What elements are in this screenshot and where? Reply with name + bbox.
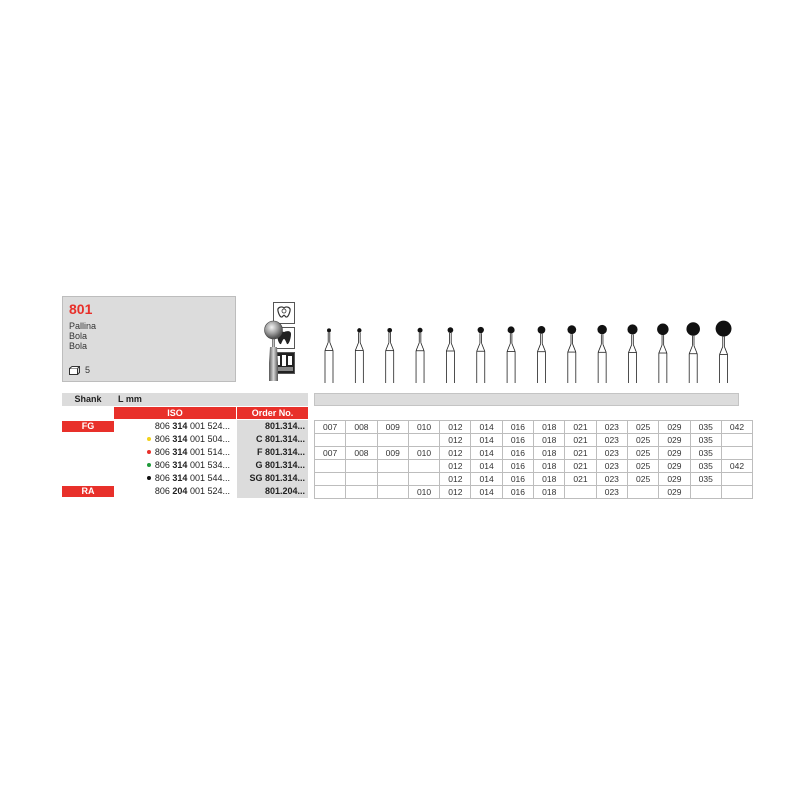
size-cell: 016 (502, 447, 533, 460)
order-number: G 801.314... (237, 459, 308, 472)
size-cell: 016 (502, 473, 533, 486)
size-cell: 014 (471, 434, 502, 447)
size-row (315, 473, 753, 486)
iso-header: ISO (114, 407, 236, 419)
bur-outline (568, 344, 571, 352)
bur-drawing (627, 324, 637, 383)
size-cell: 029 (659, 486, 690, 499)
bur-outline (633, 345, 636, 353)
bur-line-drawings (325, 321, 732, 383)
size-cell: 035 (690, 421, 721, 434)
pack-info (69, 365, 90, 375)
bur-head (627, 324, 637, 334)
size-cell: 018 (534, 447, 565, 460)
iso-part-c: 001 514... (189, 447, 230, 457)
size-cell (377, 486, 408, 499)
bur-outline (598, 344, 601, 352)
bur-outline (664, 345, 667, 353)
size-cell (721, 473, 752, 486)
product-number: 801 (69, 301, 93, 317)
bur-outline (451, 343, 454, 351)
bur-illustrations (258, 305, 748, 387)
bur-outline (720, 347, 723, 355)
iso-part-a: 806 (154, 473, 170, 483)
size-cell: 035 (690, 434, 721, 447)
size-cell: 035 (690, 447, 721, 460)
size-row (315, 486, 753, 499)
size-cell: 014 (471, 460, 502, 473)
bur-drawing (686, 322, 700, 383)
size-cell: 012 (440, 434, 471, 447)
bur-outline (386, 343, 389, 351)
size-cell: 021 (565, 460, 596, 473)
bur-drawing (416, 328, 424, 383)
size-cell: 016 (502, 460, 533, 473)
size-cell (408, 460, 439, 473)
size-cell (315, 486, 346, 499)
size-cell: 012 (440, 460, 471, 473)
size-cell (315, 473, 346, 486)
size-cell: 012 (440, 447, 471, 460)
size-cell (408, 434, 439, 447)
bur-head (478, 327, 484, 333)
size-cell: 029 (659, 460, 690, 473)
iso-code (114, 459, 236, 472)
iso-code (114, 485, 236, 498)
bur-head (418, 328, 423, 333)
table-row (114, 472, 308, 485)
shank-tag-fg: FG (62, 421, 114, 432)
bur-outline (325, 342, 328, 350)
size-cell: 016 (502, 434, 533, 447)
size-cell (377, 434, 408, 447)
iso-part-b: 314 (172, 421, 188, 431)
size-cell: 014 (471, 486, 502, 499)
size-cell (346, 473, 377, 486)
size-row (315, 447, 753, 460)
bur-drawing (446, 327, 454, 383)
bur-outline (537, 344, 540, 352)
size-cell: 009 (377, 447, 408, 460)
iso-part-a: 806 (154, 421, 170, 431)
size-cell (315, 434, 346, 447)
grit-dot-icon (147, 450, 151, 454)
bur-outline (482, 343, 485, 351)
bur-drawing (567, 325, 576, 383)
bur-drawing (355, 328, 363, 383)
order-number: C 801.314... (237, 433, 308, 446)
table-row (114, 459, 308, 472)
bur-drawing (477, 327, 485, 383)
size-row (315, 460, 753, 473)
table-row (114, 433, 308, 446)
iso-code (114, 446, 236, 459)
order-number: SG 801.314... (237, 472, 308, 485)
iso-part-a: 806 (154, 460, 170, 470)
iso-part-b: 314 (172, 460, 188, 470)
bur-drawing (716, 321, 732, 383)
size-cell: 010 (408, 447, 439, 460)
bur-drawing (325, 328, 333, 383)
size-cell: 025 (627, 447, 658, 460)
size-cell: 042 (721, 421, 752, 434)
size-cell: 007 (315, 421, 346, 434)
length-header: L mm (114, 393, 308, 406)
size-cell: 016 (502, 421, 533, 434)
size-cell: 025 (627, 473, 658, 486)
iso-code (114, 472, 236, 485)
size-cell (408, 473, 439, 486)
bur-outline (507, 343, 510, 351)
size-cell: 014 (471, 447, 502, 460)
bur-head (597, 325, 606, 334)
bur-outline (542, 344, 545, 352)
size-cell: 008 (346, 421, 377, 434)
product-name-it: Pallina (69, 321, 97, 331)
iso-code (114, 420, 236, 433)
size-cell: 025 (627, 434, 658, 447)
size-cell: 035 (690, 460, 721, 473)
size-cell: 010 (408, 486, 439, 499)
size-cell (315, 460, 346, 473)
size-cell (377, 473, 408, 486)
bur-outline (629, 345, 632, 353)
size-cell: 023 (596, 460, 627, 473)
order-number: 801.314... (237, 420, 308, 433)
size-cell: 042 (721, 460, 752, 473)
size-cell: 018 (534, 486, 565, 499)
size-cell: 008 (346, 447, 377, 460)
size-cell: 007 (315, 447, 346, 460)
bur-outline (689, 346, 692, 354)
size-cell: 029 (659, 434, 690, 447)
shank-tag-ra: RA (62, 486, 114, 497)
size-row (315, 421, 753, 434)
size-cell (346, 434, 377, 447)
iso-part-b: 314 (172, 473, 188, 483)
size-cell: 025 (627, 460, 658, 473)
bur-head (327, 328, 331, 332)
table-row (114, 485, 308, 498)
order-number: F 801.314... (237, 446, 308, 459)
bur-outline (416, 343, 419, 351)
size-cell: 018 (534, 434, 565, 447)
bur-drawing (537, 326, 545, 383)
size-cell (565, 486, 596, 499)
size-cell: 021 (565, 447, 596, 460)
size-cell (721, 486, 752, 499)
iso-part-a: 806 (154, 434, 170, 444)
table-row (114, 420, 308, 433)
bur-outline (724, 347, 727, 355)
size-cell: 018 (534, 460, 565, 473)
size-cell: 021 (565, 421, 596, 434)
iso-part-a: 806 (154, 447, 170, 457)
size-cell: 035 (690, 473, 721, 486)
size-cell: 023 (596, 434, 627, 447)
bur-head (357, 328, 361, 332)
size-cell (721, 434, 752, 447)
bur-drawing (507, 326, 515, 383)
order-number: 801.204... (237, 485, 308, 498)
size-cell: 009 (377, 421, 408, 434)
size-cell: 012 (440, 486, 471, 499)
size-cell: 010 (408, 421, 439, 434)
size-cell (346, 486, 377, 499)
size-cell: 023 (596, 447, 627, 460)
bur-drawing (657, 324, 668, 383)
size-cell: 023 (596, 421, 627, 434)
bur-head (508, 326, 515, 333)
size-cell: 012 (440, 473, 471, 486)
size-cell: 023 (596, 486, 627, 499)
size-cell: 012 (440, 421, 471, 434)
bur-head (387, 328, 392, 333)
bur-outline (573, 344, 576, 352)
photo-bur (265, 321, 283, 381)
size-grid (314, 420, 753, 499)
package-icon (69, 366, 80, 375)
product-name-pt: Bola (69, 341, 88, 351)
iso-part-c: 001 504... (189, 434, 230, 444)
bur-outline (391, 343, 394, 351)
iso-code (114, 433, 236, 446)
size-cell: 021 (565, 473, 596, 486)
size-cell (346, 460, 377, 473)
product-header-box (62, 296, 236, 382)
size-cell (377, 460, 408, 473)
iso-part-b: 314 (172, 447, 188, 457)
length-band (314, 393, 739, 406)
size-cell: 023 (596, 473, 627, 486)
shank-header: Shank (62, 393, 114, 406)
iso-part-a: 806 (154, 486, 170, 496)
iso-part-c: 001 534... (189, 460, 230, 470)
bur-outline (446, 343, 449, 351)
size-row (315, 434, 753, 447)
bur-head (448, 327, 454, 333)
bur-outline (477, 343, 480, 351)
size-cell: 029 (659, 447, 690, 460)
bur-outline (603, 344, 606, 352)
iso-part-c: 001 524... (189, 486, 230, 496)
bur-outline (360, 343, 363, 351)
grit-dot-icon (147, 463, 151, 467)
size-cell: 016 (502, 486, 533, 499)
iso-part-b: 204 (172, 486, 188, 496)
size-cell: 014 (471, 473, 502, 486)
grit-dot-icon (147, 437, 151, 441)
pack-count: 5 (85, 365, 91, 375)
bur-head (538, 326, 546, 334)
size-cell (627, 486, 658, 499)
bur-outline (512, 343, 515, 351)
bur-outline (421, 343, 424, 351)
size-cell (690, 486, 721, 499)
size-cell: 029 (659, 421, 690, 434)
size-cell: 018 (534, 473, 565, 486)
table-row (114, 446, 308, 459)
bur-drawing (597, 325, 606, 383)
size-cell: 018 (534, 421, 565, 434)
bur-outline (694, 346, 697, 354)
size-cell: 014 (471, 421, 502, 434)
iso-part-c: 001 524... (189, 421, 230, 431)
iso-part-c: 001 544... (189, 473, 230, 483)
bur-head (686, 322, 700, 336)
bur-drawing (386, 328, 394, 383)
bur-head (657, 324, 668, 335)
iso-part-b: 314 (172, 434, 188, 444)
bur-head (716, 321, 732, 337)
grit-dot-icon (147, 476, 151, 480)
size-cell: 021 (565, 434, 596, 447)
size-cell (721, 447, 752, 460)
bur-outline (330, 342, 333, 350)
size-cell: 025 (627, 421, 658, 434)
product-name-es: Bola (69, 331, 88, 341)
bur-outline (659, 345, 662, 353)
size-cell: 029 (659, 473, 690, 486)
bur-outline (355, 343, 358, 351)
order-number-header: Order No. (237, 407, 308, 419)
bur-head (567, 325, 576, 334)
